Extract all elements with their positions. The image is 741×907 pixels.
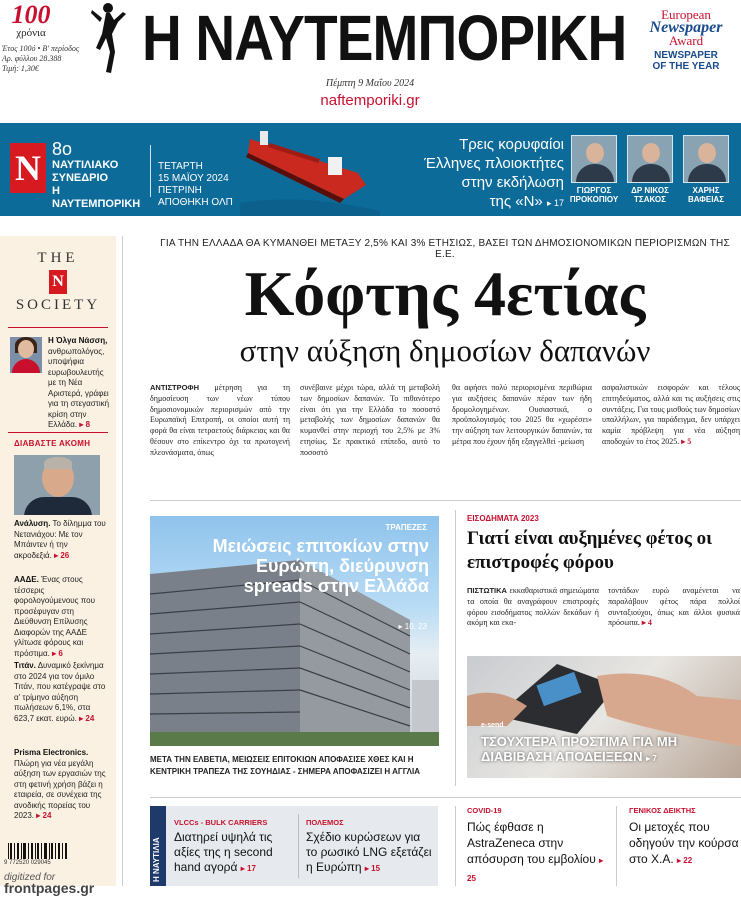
read-more-heading: ΔΙΑΒΑΣΤΕ ΑΚΟΜΗ	[14, 439, 91, 448]
column-text: μέτρηση για τη δημοσίευση των νέων τύπου δημοσιονομικών περιορισμών από την Ευρωπαϊκή Επιτροπή, οι οποίοι αυτή τη φορά θα είναι τετραετούς διάρκειας και θα θέσουν στο επίκεντρο όχι τα πρωτογενή πλεονάσματα, όπως	[150, 383, 291, 457]
tax-label: ΠΙΣΤΩΤΙΚΑ	[467, 586, 507, 595]
bottom-story[interactable]: COVID-19 Πώς έφθασε η AstraZeneca στην απόσυρση του εμβολίου ▸ 25	[467, 806, 607, 887]
barcode-icon	[6, 843, 72, 871]
award-line: Award	[668, 33, 704, 48]
when-line: 15 ΜΑΪΟΥ 2024	[158, 173, 229, 184]
lead-headline[interactable]: Κόφτης 4ετίας	[244, 258, 646, 329]
divider	[616, 806, 617, 886]
sidebar-teaser[interactable]: Prisma Electronics. Πλώρη για νέα μεγάλη αύξηση των εργασιών της στη φετινή χρήση βάζει η εταιρεία, σε συνέχεια της ανοδικής πορείας του 2023. ▸ 24	[14, 748, 106, 820]
society-word: SOCIETY	[15, 297, 101, 313]
promo-line: Τρεις κορυφαίοι	[459, 136, 564, 153]
speaker-portrait	[624, 135, 676, 204]
page-ref-number: 4	[647, 618, 652, 628]
society-logo[interactable]	[10, 250, 106, 313]
divider	[122, 236, 123, 886]
award-line: Newspaper	[649, 19, 723, 36]
promo-line: στην εκδήλωση	[461, 174, 564, 191]
centenary-number: 100	[11, 0, 51, 29]
sidebar-teaser[interactable]: Ανάλυση. Το δίλημμα του Νετανιάχου: Με τον Μπάιντεν ή την ακροδεξιά. ▸ 26	[14, 519, 106, 560]
bottom-story[interactable]: ΓΕΝΙΚΟΣ ΔΕΙΚΤΗΣ Οι μετοχές που οδηγούν την κούρσα στο Χ.Α. ▸ 22	[629, 806, 739, 866]
lead-label: ΑΝΤΙΣΤΡΟΦΗ	[150, 383, 199, 392]
hermes-icon	[88, 0, 130, 78]
column-text: ασφαλιστικών εισφορών και τέλους επιτηδεύματος, αλλά και τις αυξήσεις στις συντάξεις. Για τους μισθούς των δημοσίων υπαλλήλων, για παράδειγμα, δεν υπάρχει καμία πρόβλεψη για νέα αύξηση αποδοχών το έτος 2025.	[602, 383, 740, 446]
page-ref: ▸ 10, 23	[398, 622, 427, 631]
page-ref-number: 26	[60, 550, 70, 560]
issue-line: Τιμή: 1,30€	[2, 64, 39, 73]
page-ref: ▸ 17	[546, 198, 564, 208]
divider	[455, 510, 456, 786]
lead-column: ασφαλιστικών εισφορών και τέλους επιτηδεύματος, αλλά και τις αυξήσεις στις συντάξεις. Για τους μισθούς των δημοσίων υπαλλήλων, για παράδειγμα, δεν υπάρχει καμία πρόβλεψη για νέα αύξηση αποδοχών το έτος 2025. ▸ 5	[602, 383, 740, 446]
tax-column	[467, 586, 599, 629]
society-the: THE	[37, 250, 79, 266]
teaser-lead: Τιτάν.	[14, 661, 36, 670]
conference-line: ΣΥΝΕΔΡΙΟ	[52, 172, 109, 184]
page-ref-number: 24	[42, 811, 52, 820]
society-n: N	[49, 270, 67, 294]
esend-tag: e-send	[481, 722, 504, 729]
tax-column: τοντάδων ευρώ αναμένεται να παραλάβουν φέτος πάρα πολλοί συνταξιούχοι, όπως και άλλοι φυσικά πρόσωπα. ▸ 4	[608, 586, 740, 628]
teaser-text: Δυναμικό ξεκίνημα στο 2024 για τον όμιλο Τιτάν, που κατέγραψε στο α' τρίμηνο αύξηση πωλήσεων 6,1%, στα 623,7 εκατ. ευρώ.	[14, 661, 106, 723]
page-ref-number: 24	[85, 713, 95, 723]
divider	[150, 145, 151, 197]
esend-headline-text: ΤΣΟΥΧΤΕΡΑ ΠΡΟΣΤΙΜΑ ΓΙΑ ΜΗ ΔΙΑΒΙΒΑΣΗ ΑΠΟΔΕΙΞΕΩΝ	[481, 734, 678, 764]
author-photo	[10, 337, 42, 373]
teaser-lead: Prisma Electronics.	[14, 748, 89, 757]
divider	[150, 500, 741, 501]
barcode-number: 9 772520 029045	[4, 860, 51, 866]
teaser-lead: Η Όλγα Νάσση,	[48, 336, 108, 345]
netanyahu-photo	[14, 455, 100, 515]
page-ref-number: 17	[247, 864, 256, 873]
lead-column: θα αφήσει πολύ περιορισμένα περιθώρια για αυξήσεις δαπανών πέραν των ήδη δρομολογημένων. Ουσιαστικά, ο προϋπολογισμός του 2025 θα «χωρέσει» την αύξηση των λειτουργικών δαπανών, τα μέτρα που έχουν ήδη εξαγγελθεί -μείωση	[452, 383, 592, 446]
column-text: εκκαθαριστικά σημειώματα τα οποία θα αναγράφουν επιστροφές φόρου εισοδήματος πολλών δεκάδων ή ακόμη και εκα-	[467, 586, 599, 628]
teaser-lead: Ανάλυση.	[14, 519, 51, 528]
divider	[150, 797, 741, 798]
when-line: ΑΠΟΘΗΚΗ ΟΛΠ	[158, 197, 233, 208]
lead-subhead: στην αύξηση δημοσίων δαπανών	[239, 333, 651, 368]
watermark-line: digitized for	[4, 872, 56, 883]
page-ref-number: 15	[371, 864, 381, 873]
speaker-first: ΔΡ ΝΙΚΟΣ	[631, 186, 669, 195]
banner-promo	[374, 135, 564, 213]
conference-line: Η ΝΑΥΤΕΜΠΟΡΙΚΗ	[52, 185, 141, 210]
bottom-story[interactable]: VLCCs - BULK CARRIERS Διατηρεί υψηλά τις αξίες της η second hand αγορά ▸ 17	[174, 818, 294, 876]
promo-line: Έλληνες πλοιοκτήτες	[424, 155, 564, 172]
speaker-last: ΒΑΦΕΙΑΣ	[687, 195, 725, 204]
bottom-kicker: COVID-19	[467, 806, 502, 815]
page-ref-number: 5	[687, 436, 692, 446]
bottom-kicker: ΓΕΝΙΚΟΣ ΔΕΙΚΤΗΣ	[629, 806, 696, 815]
issue-line: Αρ. φύλλου 28.388	[2, 54, 62, 63]
portrait-photo	[683, 135, 729, 183]
watermark-site: frontpages.gr	[4, 880, 95, 896]
page-ref-number: 17	[553, 198, 564, 208]
award-line: OF THE YEAR	[652, 61, 720, 72]
page-ref-number: 10, 23	[404, 622, 427, 631]
conference-banner[interactable]	[0, 123, 741, 216]
award-badge	[636, 8, 736, 72]
centenary-logo	[6, 2, 56, 39]
bottom-text: Οι μετοχές που οδηγούν την κούρσα στο Χ.Α.	[629, 820, 739, 866]
issue-info	[2, 44, 92, 74]
issue-line: Έτος 100ό • Β' περίοδος	[2, 44, 80, 53]
conference-when	[158, 161, 248, 209]
speaker-last: ΤΣΑΚΟΣ	[634, 195, 666, 204]
page-ref-number: 6	[58, 648, 63, 658]
award-line: European	[661, 7, 711, 22]
speaker-first: ΧΑΡΗΣ	[692, 186, 720, 195]
teaser-text: ανθρωπολόγος, υποψήφια ευρωβουλευτής με τη Νέα Αριστερά, γράφει για τη στεγαστική κρίση στην Ελλάδα.	[48, 346, 110, 429]
lead-kicker: ΓΙΑ ΤΗΝ ΕΛΛΑΔΑ ΘΑ ΚΥΜΑΝΘΕΙ ΜΕΤΑΞΥ 2,5% ΚΑΙ 3% ΕΤΗΣΙΩΣ, ΒΑΣΕΙ ΤΩΝ ΔΗΜΟΣΙΟΝΟΜΙΚΩΝ ΠΕΡΙΟΡΙΣΜΩΝ ΤΗΣ Ε.Ε.	[160, 238, 730, 260]
issue-date: Πέμπτη 9 Μαΐου 2024	[325, 78, 415, 89]
page-ref-number: 25	[467, 874, 476, 883]
teaser-text: Ένας στους τέσσερις φορολογούμενους που προσέφυγαν στη Διεύθυνση Επίλυσης Διαφορών της ΑΑΔΕ γλίτωσε φόρους και πρόστιμα.	[14, 575, 95, 658]
speaker-first: ΓΙΩΡΓΟΣ	[576, 186, 612, 195]
shipping-section-tab	[150, 806, 166, 886]
column-text: τοντάδων ευρώ αναμένεται να παραλάβουν φέτος πάρα πολλοί συνταξιούχοι, όπως και άλλοι φυσικά πρόσωπα.	[608, 586, 740, 628]
teaser-text: Το δίλημμα του Νετανιάχου: Με τον Μπάιντεν ή την ακροδεξιά.	[14, 519, 106, 560]
n-logo: N	[10, 143, 46, 193]
divider	[8, 327, 108, 328]
sidebar-teaser[interactable]: Τιτάν. Δυναμικό ξεκίνημα στο 2024 για τον όμιλο Τιτάν, που κατέγραψε στο α' τρίμηνο αύξηση πωλήσεων 6,1%, στα 623,7 εκατ. ευρώ. ▸ 24	[14, 661, 106, 723]
divider	[455, 806, 456, 886]
portrait-photo	[627, 135, 673, 183]
ship-icon	[240, 123, 380, 216]
speaker-portrait	[680, 135, 732, 204]
section-label: Η ΝΑΥΤΙΛΙΑ	[152, 837, 161, 882]
conference-ordinal: 8ο	[52, 139, 73, 159]
newspaper-title[interactable]: Η ΝΑΥΤΕΜΠΟΡΙΚΗ	[142, 2, 627, 74]
speaker-last: ΠΡΟΚΟΠΙΟΥ	[569, 195, 619, 204]
bottom-text: Διατηρεί υψηλά τις αξίες της η second hand αγορά	[174, 830, 273, 874]
bottom-story[interactable]: ΠΟΛΕΜΟΣ Σχέδιο κυρώσεων για το ρωσικό LNG εξετάζει η Ευρώπη ▸ 15	[306, 818, 434, 876]
website-link[interactable]: naftemporiki.gr	[320, 92, 420, 109]
esend-headline: ΤΣΟΥΧΤΕΡΑ ΠΡΟΣΤΙΜΑ ΓΙΑ ΜΗ ΔΙΑΒΙΒΑΣΗ ΑΠΟΔΕΙΞΕΩΝ ▸ 7	[481, 734, 678, 764]
when-line: ΠΕΤΡΙΝΗ	[158, 185, 202, 196]
sidebar-teaser[interactable]: ΑΑΔΕ. Ένας στους τέσσερις φορολογούμενους που προσέφυγαν στη Διεύθυνση Επίλυσης Διαφορών της ΑΑΔΕ γλίτωσε φόρους και πρόστιμα. ▸ 6	[14, 575, 95, 658]
bottom-text: Πώς έφθασε η AstraZeneca στην απόσυρση του εμβολίου	[467, 820, 596, 866]
photo-tag: ΤΡΑΠΕΖΕΣ	[385, 523, 427, 532]
photo-caption: ΜΕΤΑ ΤΗΝ ΕΛΒΕΤΙΑ, ΜΕΙΩΣΕΙΣ ΕΠΙΤΟΚΙΩΝ ΑΠΟΦΑΣΙΣΕ ΧΘΕΣ ΚΑΙ Η ΚΕΝΤΡΙΚΗ ΤΡΑΠΕΖΑ ΤΗΣ ΣΟΥΗΔΙΑΣ - ΣΗΜΕΡΑ ΑΠΟΦΑΣΙΖΕΙ Η ΑΓΓΛΙΑ	[150, 755, 420, 776]
award-line: NEWSPAPER	[654, 50, 718, 61]
bottom-kicker: ΠΟΛΕΜΟΣ	[306, 818, 344, 827]
speaker-portrait	[568, 135, 620, 204]
promo-line	[374, 192, 564, 213]
divider	[298, 814, 299, 878]
teaser-lead: ΑΑΔΕ.	[14, 575, 39, 584]
bank-photo-story[interactable]	[150, 516, 439, 746]
sidebar-teaser[interactable]: Η Όλγα Νάσση, ανθρωπολόγος, υποψήφια ευρωβουλευτής με τη Νέα Αριστερά, γράφει για τη στεγαστική κρίση στην Ελλάδα. ▸ 8	[48, 336, 110, 429]
portrait-photo	[571, 135, 617, 183]
lead-column: συνέβαινε μέχρι τώρα, αλλά τη μεταβολή των δημοσίων δαπανών. Το πιθανότερο είναι ότι για την Ελλάδα το ποσοστό μεταβολής των δημοσίων δαπανών θα κυμανθεί στην περιοχή του 2,5% με 3% ετησίως. Σε πρακτικό επίπεδο, αυτό το ποσοστό	[300, 383, 440, 457]
conference-title	[52, 139, 144, 211]
centenary-word: χρόνια	[16, 27, 46, 39]
bottom-text: Σχέδιο κυρώσεων για το ρωσικό LNG εξετάζει η Ευρώπη	[306, 830, 432, 874]
watermark	[4, 872, 94, 894]
teaser-text: Πλώρη για νέα μεγάλη αύξηση των εργασιών της στη φετινή χρήση βάζει η εταιρεία, σε συνέχεια της ανοδικής πορείας του 2023.	[14, 758, 106, 820]
bottom-kicker: VLCCs - BULK CARRIERS	[174, 818, 268, 827]
promo-line-text: της «Ν»	[489, 193, 543, 210]
page-ref-number: 7	[652, 754, 657, 763]
esend-story[interactable]	[467, 656, 741, 778]
tax-headline[interactable]: Γιατί είναι αυξημένες φέτος οι επιστροφές φόρου	[467, 528, 713, 573]
tax-kicker: ΕΙΣΟΔΗΜΑΤΑ 2023	[467, 514, 539, 523]
photo-headline: Μειώσεις επιτοκίων στην Ευρώπη, διεύρυνση spreads στην Ελλάδα	[212, 536, 429, 596]
page-ref-number: 22	[683, 856, 693, 865]
conference-line: ΝΑΥΤΙΛΙΑΚΟ	[52, 159, 119, 171]
when-line: ΤΕΤΑΡΤΗ	[158, 161, 203, 172]
divider	[8, 432, 108, 433]
page-ref-number: 8	[85, 420, 91, 429]
lead-column	[150, 383, 290, 459]
